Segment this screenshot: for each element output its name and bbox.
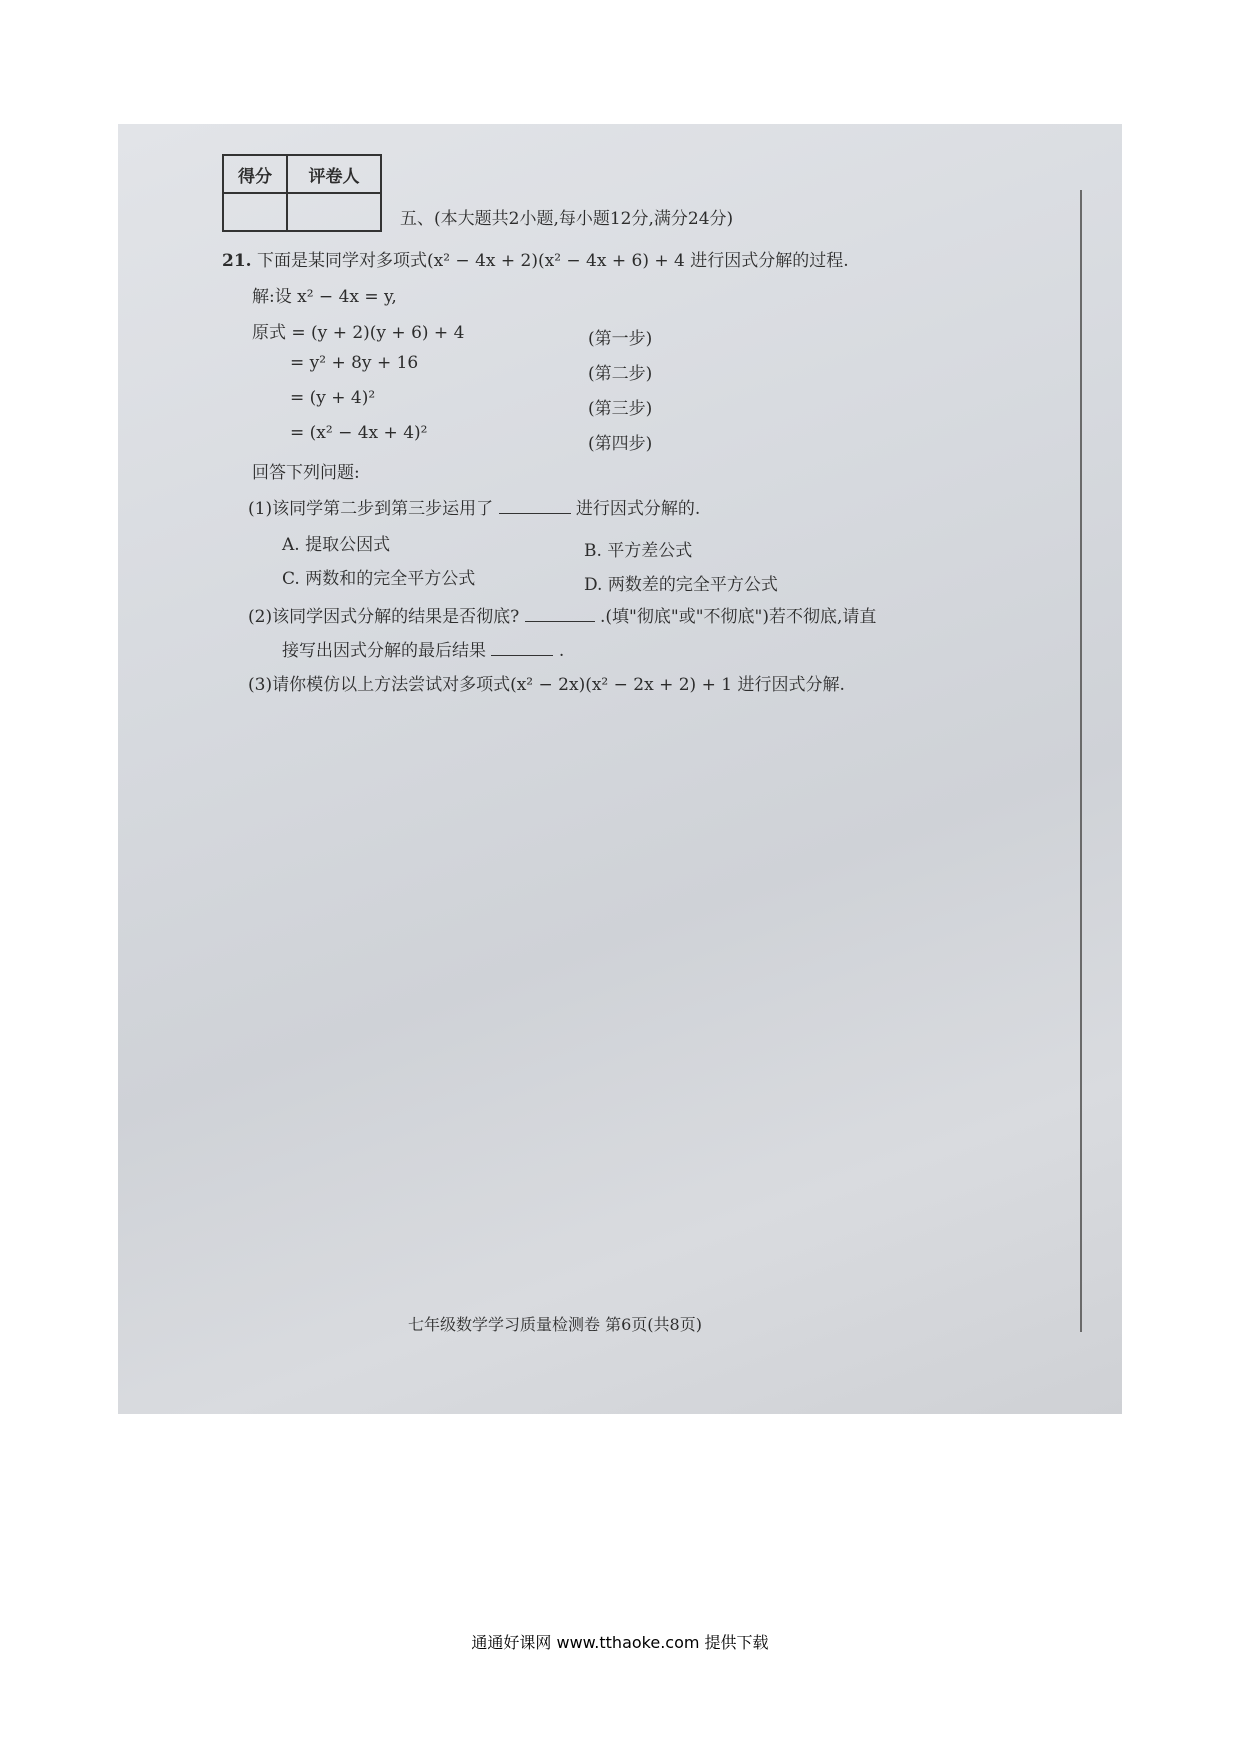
part-2-continued bbox=[282, 636, 564, 661]
scanned-page-photo bbox=[118, 124, 1122, 1414]
part-2 bbox=[248, 602, 876, 627]
grader-cell bbox=[287, 193, 381, 231]
option-a: A. 提取公因式 bbox=[282, 535, 391, 555]
section-title: 五、(本大题共2小题,每小题12分,满分24分) bbox=[400, 209, 734, 229]
part-1 bbox=[248, 494, 700, 519]
part-2-blank-2[interactable] bbox=[491, 639, 553, 656]
part-1-blank[interactable] bbox=[499, 497, 571, 514]
part-2-final-text: 接写出因式分解的最后结果 bbox=[282, 641, 486, 661]
part-2-text: (2)该同学因式分解的结果是否彻底? bbox=[248, 607, 520, 627]
step-4-label: (第四步) bbox=[588, 434, 653, 454]
score-header: 得分 bbox=[223, 155, 287, 193]
option-c: C. 两数和的完全平方公式 bbox=[282, 569, 476, 589]
step-2-label: (第二步) bbox=[588, 364, 653, 384]
step-3-label: (第三步) bbox=[588, 399, 653, 419]
answer-prompt: 回答下列问题: bbox=[252, 463, 360, 483]
part-2-blank-1[interactable] bbox=[525, 605, 595, 622]
question-stem bbox=[222, 246, 849, 271]
page-footer: 七年级数学学习质量检测卷 第6页(共8页) bbox=[408, 1315, 702, 1334]
score-table bbox=[222, 154, 382, 232]
part-2-instruction: .(填"彻底"或"不彻底")若不彻底,请直 bbox=[600, 607, 877, 627]
step-1-label: (第一步) bbox=[588, 329, 653, 349]
part-1-tail: 进行因式分解的. bbox=[575, 499, 701, 519]
step-3-expr: = (y + 4)² bbox=[290, 388, 376, 408]
option-b: B. 平方差公式 bbox=[584, 541, 693, 561]
solution-intro: 解:设 x² − 4x = y, bbox=[252, 287, 397, 307]
grader-header: 评卷人 bbox=[287, 155, 381, 193]
score-cell bbox=[223, 193, 287, 231]
part-2-period: . bbox=[558, 641, 565, 661]
margin-line bbox=[1080, 190, 1082, 1332]
part-1-text: (1)该同学第二步到第三步运用了 bbox=[248, 499, 494, 519]
site-footer: 通通好课网 www.tthaoke.com 提供下载 bbox=[471, 1633, 769, 1652]
step-1-expr: 原式 = (y + 2)(y + 6) + 4 bbox=[252, 323, 465, 343]
question-stem-text: 下面是某同学对多项式(x² − 4x + 2)(x² − 4x + 6) + 4 进行因式分解的过程. bbox=[256, 251, 849, 271]
step-2-expr: = y² + 8y + 16 bbox=[290, 353, 419, 373]
option-d: D. 两数差的完全平方公式 bbox=[584, 575, 778, 595]
step-4-expr: = (x² − 4x + 4)² bbox=[290, 423, 428, 443]
question-number: 21. bbox=[222, 251, 252, 271]
part-3: (3)请你模仿以上方法尝试对多项式(x² − 2x)(x² − 2x + 2) + 1 进行因式分解. bbox=[248, 675, 845, 695]
